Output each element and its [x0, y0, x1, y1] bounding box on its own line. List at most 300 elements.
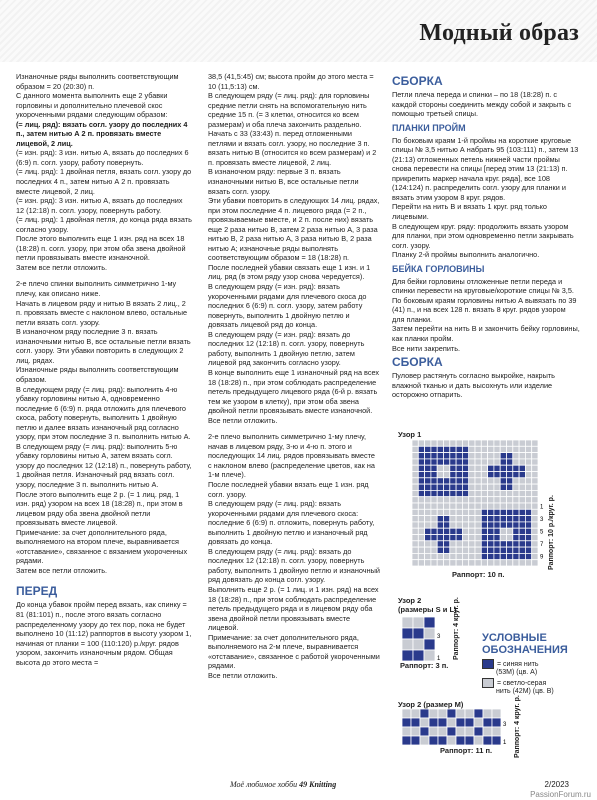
- paragraph: До конца убавок пройм перед вязать, как спинку = 81 (81:101) п., после этого вязать согласно распределенному узору до тех пор, пока не будет выполнено 10 (11:12) раппортов в высоту узором 1, начиная от планки = 100 (110:120) р./круг. рядов узором, закончить изнаночным рядом. Общая высота до этого места =: [16, 600, 192, 667]
- chart-cell: [488, 497, 494, 503]
- chart-cell: [412, 516, 418, 522]
- chart-cell: [418, 503, 424, 509]
- chart1-title: Узор 1: [398, 430, 422, 439]
- chart-row-label: 3: [503, 722, 507, 728]
- chart-cell: [425, 478, 431, 484]
- chart-cell: [456, 553, 462, 559]
- chart-cell: [507, 440, 513, 446]
- chart-cell: [431, 522, 437, 528]
- chart2m-repeat-width: Раппорт: 11 п.: [440, 746, 493, 755]
- chart-cell: [429, 736, 438, 745]
- chart-cell: [456, 560, 462, 566]
- chart-cell: [431, 541, 437, 547]
- chart-cell: [500, 459, 506, 465]
- chart-cell: [532, 522, 538, 528]
- paragraph: В следующем круг. ряду: продолжить вязать узором для планки, при этом одновременно петли закрывать согл. узору.: [392, 221, 574, 250]
- paragraph: В следующем ряду (= лиц. ряд): для горловины средние петли снять на вспомогательную нить средние 15 п. (= 3 клетки, относится ко всем размерам) и оба плеча закончить раздельно.: [208, 91, 370, 129]
- chart-cell: [437, 478, 443, 484]
- chart-cell: [525, 535, 531, 541]
- chart-cell: [519, 516, 525, 522]
- chart-cell: [481, 440, 487, 446]
- chart-cell: [519, 440, 525, 446]
- chart-cell: [474, 709, 483, 718]
- chart-cell: [474, 727, 483, 736]
- chart-cell: [465, 718, 474, 727]
- chart-cell: [475, 553, 481, 559]
- chart-cell: [513, 528, 519, 534]
- chart-cell: [494, 453, 500, 459]
- legend-title-line2: ОБОЗНАЧЕНИЯ: [482, 644, 568, 656]
- chart-cell: [438, 709, 447, 718]
- chart-cell: [425, 503, 431, 509]
- chart-cell: [402, 736, 411, 745]
- chart-row-label: 1: [503, 740, 507, 745]
- chart-cell: [418, 509, 424, 515]
- chart-cell: [525, 440, 531, 446]
- paragraph: Для бейки горловины отложенные петли переда и спинки перевести на круговые/короткие спицы № 3,5.: [392, 276, 574, 296]
- chart-cell: [469, 509, 475, 515]
- chart-cell: [500, 528, 506, 534]
- chart-cell: [492, 709, 501, 718]
- chart-cell: [494, 535, 500, 541]
- chart-cell: [469, 453, 475, 459]
- chart-cell: [431, 465, 437, 471]
- chart-cell: [525, 490, 531, 496]
- chart-cell: [444, 453, 450, 459]
- chart-cell: [500, 497, 506, 503]
- chart-cell: [444, 472, 450, 478]
- chart-cell: [507, 541, 513, 547]
- chart-cell: [469, 490, 475, 496]
- chart-cell: [475, 503, 481, 509]
- chart-cell: [437, 503, 443, 509]
- chart-cell: [532, 553, 538, 559]
- page-title: Модный образ: [419, 20, 579, 46]
- chart-row-label: 1: [540, 504, 544, 511]
- footer-site: PassionForum.ru: [530, 790, 591, 799]
- chart-cell: [456, 490, 462, 496]
- chart-cell: [462, 478, 468, 484]
- paragraph: Все петли отложить.: [208, 670, 278, 680]
- chart-cell: [456, 446, 462, 452]
- chart-cell: [450, 535, 456, 541]
- legend-dark-label: = синяя нить: [497, 660, 539, 668]
- chart-cell: [494, 541, 500, 547]
- swatch-dark: [482, 659, 494, 669]
- chart-cell: [481, 503, 487, 509]
- chart-cell: [525, 516, 531, 522]
- paragraph: Планку 2-й проймы выполнить аналогично.: [392, 250, 540, 260]
- chart-cell: [525, 522, 531, 528]
- chart-cell: [532, 484, 538, 490]
- chart-cell: [413, 617, 424, 628]
- chart-cell: [456, 736, 465, 745]
- chart-cell: [481, 453, 487, 459]
- chart-cell: [425, 553, 431, 559]
- chart-cell: [450, 553, 456, 559]
- chart-cell: [418, 446, 424, 452]
- chart-cell: [418, 553, 424, 559]
- chart-cell: [481, 446, 487, 452]
- chart-cell: [462, 446, 468, 452]
- chart-cell: [431, 453, 437, 459]
- chart-cell: [494, 446, 500, 452]
- chart-cell: [456, 478, 462, 484]
- chart-cell: [450, 478, 456, 484]
- chart-cell: [402, 628, 413, 639]
- paragraph: (= лиц. ряд): вязать согл. узору до последних 4 п., затем нитью А 2 п. провязать вместе лицевой, 2 лиц.: [16, 119, 188, 148]
- chart-cell: [437, 560, 443, 566]
- chart-cell: [444, 478, 450, 484]
- chart-cell: [519, 459, 525, 465]
- chart-cell: [488, 547, 494, 553]
- chart-cell: [507, 509, 513, 515]
- chart-cell: [483, 727, 492, 736]
- chart-cell: [469, 440, 475, 446]
- paragraph: Примечание: за счет дополнительного ряда, выполняемого на 2-м плече, выравнивается «отставание», связанное с работой укороченными рядами.: [208, 632, 380, 671]
- chart-cell: [425, 446, 431, 452]
- chart-cell: [488, 490, 494, 496]
- chart-cell: [500, 541, 506, 547]
- chart-cell: [475, 490, 481, 496]
- chart-cell: [500, 440, 506, 446]
- chart-cell: [425, 490, 431, 496]
- chart-cell: [437, 541, 443, 547]
- chart-row-label: 7: [540, 542, 544, 549]
- chart-cell: [425, 516, 431, 522]
- chart-cell: [513, 459, 519, 465]
- chart-cell: [418, 497, 424, 503]
- chart-cell: [456, 547, 462, 553]
- chart-cell: [513, 560, 519, 566]
- chart-cell: [456, 535, 462, 541]
- paragraph: В следующем ряду (= изн. ряд): вязать до последних 12 (12:18) п. согл. узору, повернуть работу, выполнить 1 двойную петлю, затем лицевой ряд закончить согласно узору.: [208, 329, 365, 368]
- chart-cell: [513, 497, 519, 503]
- chart-cell: [500, 553, 506, 559]
- chart-cell: [481, 478, 487, 484]
- legend-dark: [482, 659, 538, 678]
- chart-cell: [444, 440, 450, 446]
- chart-cell: [525, 528, 531, 534]
- chart-cell: [413, 628, 424, 639]
- chart-cell: [519, 541, 525, 547]
- chart-cell: [500, 490, 506, 496]
- chart-cell: [494, 472, 500, 478]
- chart-cell: [532, 503, 538, 509]
- chart-cell: [494, 459, 500, 465]
- chart-cell: [412, 541, 418, 547]
- chart-cell: [513, 509, 519, 515]
- chart-cell: [532, 541, 538, 547]
- chart-cell: [513, 472, 519, 478]
- chart2sl-title: Узор 2: [398, 596, 422, 605]
- chart-cell: [431, 446, 437, 452]
- chart-cell: [519, 478, 525, 484]
- chart-cell: [450, 541, 456, 547]
- chart-cell: [418, 522, 424, 528]
- chart-cell: [494, 553, 500, 559]
- chart-cell: [500, 560, 506, 566]
- chart-cell: [438, 736, 447, 745]
- chart-cell: [469, 446, 475, 452]
- chart-cell: [418, 440, 424, 446]
- paragraph: Изнаночные ряды выполнить соответствующим образом.: [16, 365, 179, 384]
- chart-cell: [462, 465, 468, 471]
- chart-cell: [488, 503, 494, 509]
- footer: [0, 776, 597, 800]
- chart-cell: [519, 484, 525, 490]
- chart-cell: [481, 535, 487, 541]
- chart-cell: [437, 522, 443, 528]
- paragraph: В следующем ряду (= лиц. ряд): выполнить 5-ю убавку горловины нитью А, затем вязать согл. узору до последних 12 (12:18) п., повернуть работу, 1 двойная петля. Изнаночный ряд вязать согл. узору, последние 3 п. выполнить нитью А.: [16, 441, 192, 489]
- chart-cell: [519, 490, 525, 496]
- chart-cell: [418, 541, 424, 547]
- chart-cell: [507, 484, 513, 490]
- chart-cell: [494, 490, 500, 496]
- chart-cell: [437, 440, 443, 446]
- chart-cell: [425, 522, 431, 528]
- chart-cell: [456, 503, 462, 509]
- chart-cell: [424, 650, 435, 661]
- chart-cell: [456, 459, 462, 465]
- paragraph: После последней убавки связать еще 1 изн. и 1 лиц. ряд (в этом ряду узор снова чередуется).: [208, 262, 371, 282]
- chart-cell: [444, 465, 450, 471]
- chart2m-repeat-height: Раппорт: 4 круг. р.: [514, 695, 521, 758]
- chart-cell: [444, 490, 450, 496]
- chart-cell: [425, 528, 431, 534]
- chart-cell: [488, 522, 494, 528]
- chart-cell: [507, 465, 513, 471]
- chart-cell: [418, 560, 424, 566]
- legend-title-line1: УСЛОВНЫЕ: [482, 632, 547, 644]
- chart-row-label: 3: [540, 516, 544, 523]
- footer-brand: Knitting: [309, 780, 337, 789]
- chart-cell: [456, 465, 462, 471]
- chart-cell: [500, 472, 506, 478]
- chart-cell: [450, 490, 456, 496]
- chart-cell: [507, 516, 513, 522]
- chart-cell: [412, 490, 418, 496]
- chart-cell: [462, 547, 468, 553]
- chart-cell: [469, 528, 475, 534]
- chart-cell: [444, 560, 450, 566]
- chart-cell: [450, 522, 456, 528]
- chart-cell: [444, 522, 450, 528]
- chart-cell: [532, 440, 538, 446]
- chart-cell: [412, 440, 418, 446]
- chart-cell: [519, 503, 525, 509]
- chart-cell: [462, 503, 468, 509]
- chart-cell: [483, 718, 492, 727]
- chart-cell: [462, 522, 468, 528]
- chart-cell: [450, 547, 456, 553]
- legend-light-sub: нить (42М) (цв. В): [496, 688, 554, 696]
- chart-cell: [481, 547, 487, 553]
- chart-cell: [469, 472, 475, 478]
- chart-cell: [481, 528, 487, 534]
- chart-cell: [507, 459, 513, 465]
- chart-cell: [525, 547, 531, 553]
- chart-cell: [500, 516, 506, 522]
- chart2sl-subtitle: (размеры S и L): [398, 605, 457, 614]
- chart-row-label: 9: [540, 554, 544, 561]
- paragraph: (= лиц. ряд): 1 двойная петля, вязать согл. узору до последних 4 п., затем нитью А 2 п. провязать вместе лицевой, 2 лиц.: [16, 167, 192, 196]
- chart-cell: [488, 478, 494, 484]
- chart-cell: [488, 446, 494, 452]
- chart-cell: [450, 465, 456, 471]
- chart-cell: [507, 453, 513, 459]
- chart-cell: [513, 453, 519, 459]
- chart-cell: [525, 497, 531, 503]
- chart-cell: [431, 472, 437, 478]
- chart-cell: [488, 453, 494, 459]
- chart-cell: [513, 503, 519, 509]
- chart-cell: [412, 484, 418, 490]
- chart-cell: [418, 516, 424, 522]
- chart-cell: [456, 522, 462, 528]
- chart-cell: [513, 553, 519, 559]
- paragraph: Все петли отложить.: [208, 415, 278, 425]
- chart-cell: [437, 535, 443, 541]
- chart-cell: [525, 553, 531, 559]
- chart-cell: [429, 718, 438, 727]
- chart-cell: [450, 509, 456, 515]
- paragraph: В следующем ряду (= лиц. ряд): вязать до последних 12 (12:18) п. согл. узору, повернуть работу, выполнить 1 двойную петлю и изнаночный ряд довязать до конца согл. узору.: [208, 546, 380, 585]
- chart-cell: [437, 509, 443, 515]
- chart-cell: [532, 478, 538, 484]
- chart-cell: [525, 541, 531, 547]
- chart-cell: [494, 465, 500, 471]
- chart-cell: [525, 472, 531, 478]
- chart-cell: [513, 478, 519, 484]
- chart-cell: [412, 478, 418, 484]
- paragraph: 2-е плечо выполнить симметрично 1-му плечу, начав в лицевом ряду, 3-ю и 4-ю п. этого и последующих 14 лиц. рядов провязывать вместе с наклоном влево (распределение цветов, как на 1-м плече).: [208, 432, 375, 480]
- chart-cell: [507, 490, 513, 496]
- chart-cell: [519, 472, 525, 478]
- section-heading-neck: БЕЙКА ГОРЛОВИНЫ: [392, 263, 485, 274]
- chart-row-label: 3: [437, 634, 441, 640]
- chart-cell: [456, 484, 462, 490]
- chart-cell: [500, 446, 506, 452]
- chart-cell: [492, 718, 501, 727]
- column-1: [16, 72, 192, 667]
- chart-cell: [488, 440, 494, 446]
- chart-cell: [412, 553, 418, 559]
- chart-cell: [425, 459, 431, 465]
- chart-cell: [507, 503, 513, 509]
- chart-cell: [444, 547, 450, 553]
- paragraph: Выполнить еще 2 р. (= 1 лиц. и 1 изн. ряд) на всех 18 (18:28) п., при этом соблюдать распределение петель предыдущего ряда и в лицевом ряду оба звена двойной петли провязывать вместе лицевой.: [208, 584, 379, 633]
- chart-cell: [437, 497, 443, 503]
- paragraph: Эти убавки повторить в следующих 14 лиц. рядах, при этом последние 4 п. лицевого ряда (= 2 п., провязываемые вместе, и 2 п. после них) вязать еще 2 раза нитью В, затем 2 раза нитью А, 3 раза нитью В, 2 раза нитью А, 3 раза нитью В, 2 раза нитью А; изнаночные ряды выполнять соответствующим образом = 18 (18:28) п.: [208, 196, 380, 263]
- chart-cell: [437, 528, 443, 534]
- chart-cell: [431, 509, 437, 515]
- chart-cell: [525, 503, 531, 509]
- chart-cell: [500, 535, 506, 541]
- chart-cell: [519, 553, 525, 559]
- paragraph: Изнаночные ряды выполнить соответствующим образом = 20 (20:30) п.: [16, 72, 179, 91]
- chart-cell: [431, 497, 437, 503]
- chart-cell: [456, 440, 462, 446]
- paragraph: (= изн. ряд): 3 изн. нитью А, вязать до последних 6 (6:9) п. согл. узору, работу повернуть.: [16, 148, 189, 167]
- page-number: 49: [299, 780, 308, 789]
- chart-cell: [532, 516, 538, 522]
- chart-cell: [444, 446, 450, 452]
- chart-cell: [483, 736, 492, 745]
- chart-cell: [469, 560, 475, 566]
- chart-cell: [418, 484, 424, 490]
- chart-cell: [481, 516, 487, 522]
- chart-cell: [450, 503, 456, 509]
- chart-cell: [475, 535, 481, 541]
- chart-cell: [412, 497, 418, 503]
- section-heading-armhole: ПЛАНКИ ПРОЙМ: [392, 122, 466, 133]
- chart-cell: [481, 472, 487, 478]
- chart-cell: [500, 478, 506, 484]
- paragraph: С данного момента выполнить еще 2 убавки горловины и дополнительно плечевой скос укороченными рядами следующим образом:: [16, 91, 168, 120]
- paragraph: Затем все петли отложить.: [16, 565, 108, 575]
- chart-cell: [450, 453, 456, 459]
- chart-cell: [425, 541, 431, 547]
- paragraph: В конце выполнить еще 1 изнаночный ряд на всех 18 (18:28) п., при этом соблюдать распределение петель предыдущего лицевого ряда (6-й р. вязать тем же узором в клетку), при этом оба звена двойной петли провязывать вместе изнаночной.: [208, 367, 380, 416]
- chart-cell: [425, 497, 431, 503]
- chart-cell: [519, 560, 525, 566]
- paragraph: В изнаночном ряду: первые 3 п. вязать изнаночными нитью В, все остальные петли вязать согл. узору.: [208, 167, 359, 196]
- chart-cell: [469, 478, 475, 484]
- chart-cell: [519, 509, 525, 515]
- chart-cell: [494, 528, 500, 534]
- chart-cell: [431, 516, 437, 522]
- chart-cell: [462, 459, 468, 465]
- chart-cell: [456, 453, 462, 459]
- chart-cell: [437, 553, 443, 559]
- chart-cell: [481, 560, 487, 566]
- chart-cell: [507, 522, 513, 528]
- chart-cell: [513, 446, 519, 452]
- chart-cell: [418, 490, 424, 496]
- chart-cell: [488, 535, 494, 541]
- paragraph: Примечание: за счет дополнительного ряда, выполняемого на втором плече, выравнивается «отставание», связанное с вязанием укороченных рядами.: [16, 527, 188, 566]
- chart-cell: [469, 465, 475, 471]
- chart-cell: [519, 497, 525, 503]
- chart-cell: [450, 516, 456, 522]
- chart-cell: [418, 478, 424, 484]
- legend-light-label: = светло-серая: [497, 679, 547, 687]
- chart-cell: [431, 459, 437, 465]
- chart-cell: [475, 472, 481, 478]
- chart-cell: [532, 490, 538, 496]
- chart-cell: [494, 440, 500, 446]
- chart-cell: [475, 522, 481, 528]
- chart-cell: [418, 535, 424, 541]
- chart-cell: [525, 453, 531, 459]
- footer-magazine: Моё любимое хобби 49 Knitting: [230, 780, 337, 789]
- paragraph: После последней убавки вязать еще 1 изн. ряд согл. узору.: [208, 479, 369, 499]
- chart-cell: [475, 465, 481, 471]
- chart-cell: [469, 522, 475, 528]
- chart1-repeat-height: Раппорт: 10 р./круг. р.: [548, 495, 555, 570]
- chart-cell: [494, 560, 500, 566]
- chart-cell: [462, 560, 468, 566]
- chart2sl-repeat-width: Раппорт: 3 п.: [400, 661, 449, 670]
- chart-cell: [475, 547, 481, 553]
- chart-cell: [456, 727, 465, 736]
- chart-cell: [513, 490, 519, 496]
- paragraph: После этого выполнить еще 2 р. (= 1 лиц. ряд, 1 изн. ряд) узором на всех 18 (18:28) п., при этом в лицевом ряду оба звена двойной петли провязывать вместе лицевой.: [16, 489, 183, 528]
- chart-cell: [462, 535, 468, 541]
- chart-cell: [456, 718, 465, 727]
- chart-cell: [525, 484, 531, 490]
